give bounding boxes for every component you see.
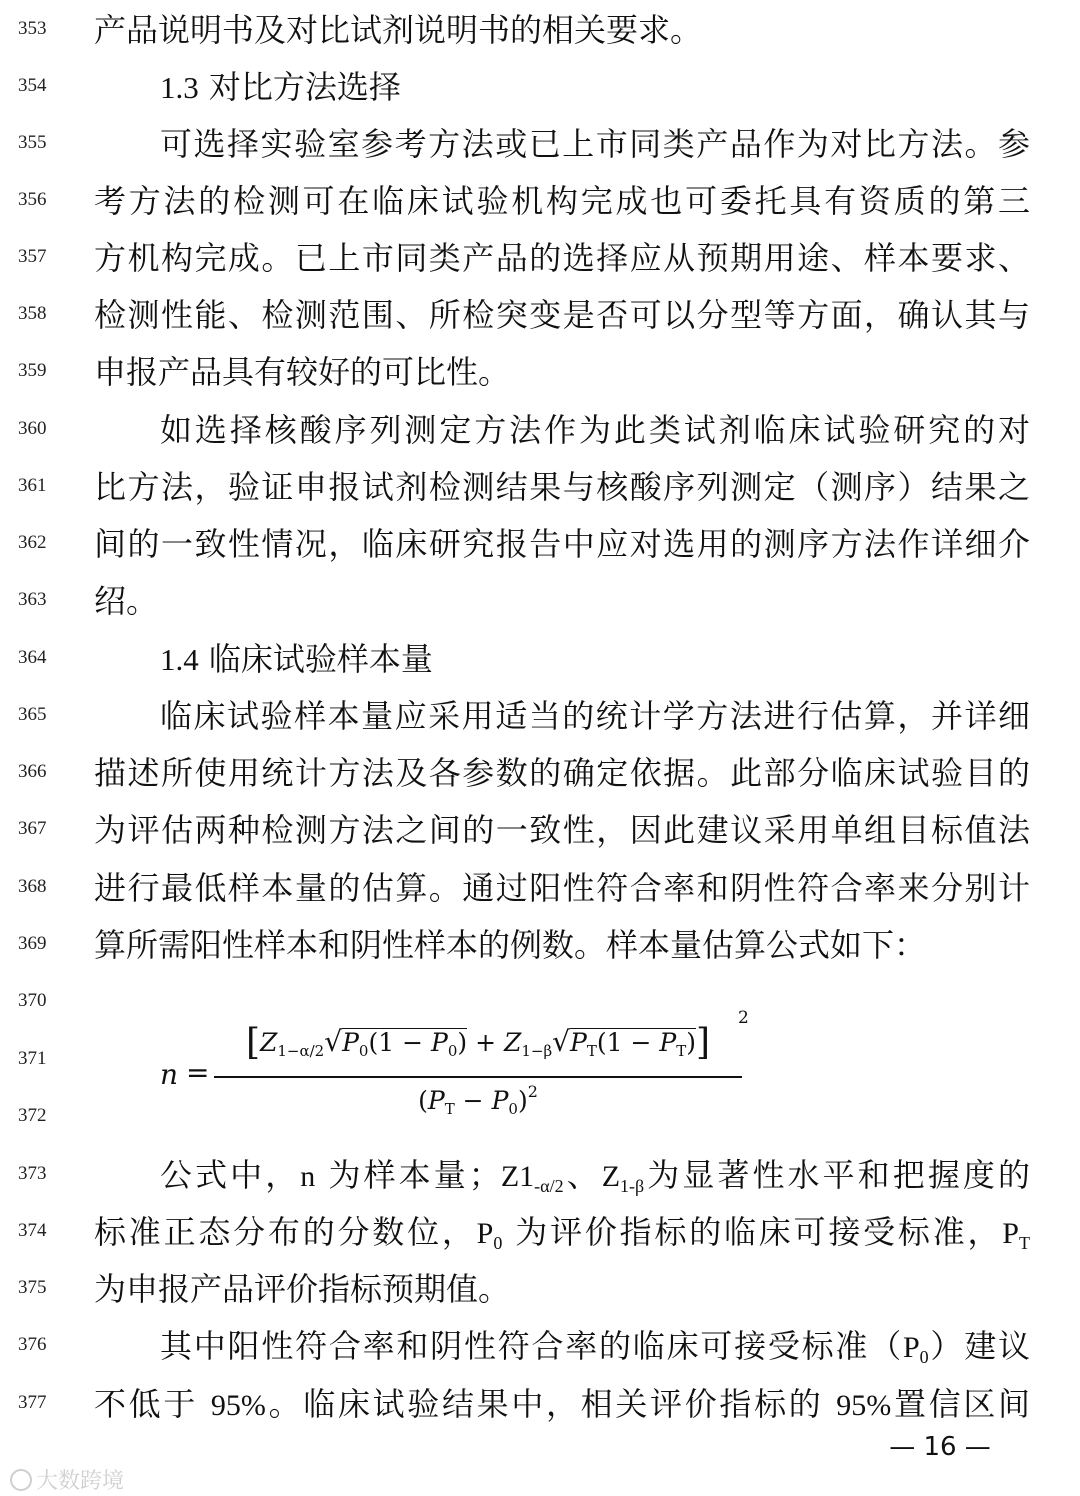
- symbol-pt-subscript: T: [1018, 1233, 1030, 1253]
- formula-pt-sub: T: [586, 1042, 597, 1060]
- line-number: 360: [18, 418, 47, 439]
- symbol-p0-subscript: 0: [493, 1233, 503, 1253]
- text-fragment: ）建议: [928, 1327, 1030, 1365]
- line-355: [0, 118, 1080, 175]
- formula-minus: −: [402, 1028, 424, 1057]
- formula-minus: −: [462, 1086, 484, 1115]
- line-361: [0, 461, 1080, 518]
- line-number: 374: [18, 1220, 47, 1241]
- line-text: [160, 1151, 1030, 1210]
- formula-sqrt-2: $P_T(1 - P_T)$: [570, 1028, 696, 1065]
- text-fragment: 。临床试验结果中，相关评价指标的: [265, 1385, 824, 1423]
- line-text: 算所需阳性样本和阴性样本的例数。样本量估算公式如下：: [94, 926, 927, 964]
- formula-z2-sub: 1−β: [521, 1042, 553, 1060]
- formula-denominator: $(P_T - P_0)^2$: [418, 1082, 538, 1118]
- formula-minus: −: [630, 1028, 652, 1057]
- formula-right-bracket: ]: [695, 1022, 711, 1063]
- percent-value: 95%: [836, 1389, 892, 1422]
- symbol-z1: Z1: [500, 1160, 535, 1193]
- formula-numerator-exponent: 2: [738, 1008, 749, 1028]
- symbol-pt: P: [1002, 1217, 1019, 1250]
- line-number: 357: [18, 246, 47, 267]
- formula-plus: +: [475, 1028, 497, 1057]
- line-number: 361: [18, 475, 47, 496]
- line-text: [94, 1380, 1030, 1430]
- line-356: [0, 175, 1080, 232]
- line-text: 检测性能、检测范围、所检突变是否可以分型等方面，确认其与: [94, 296, 1030, 334]
- line-text: 临床试验样本量应采用适当的统计学方法进行估算，并详细: [160, 697, 1030, 735]
- sqrt-icon: √: [552, 1025, 570, 1058]
- text-fragment: 标准正态分布的分数位，: [94, 1213, 477, 1251]
- section-heading-title: 临床试验样本量: [208, 640, 433, 678]
- text-fragment: 公式中，: [160, 1156, 301, 1194]
- line-text: 考方法的检测可在临床试验机构完成也可委托具有资质的第三: [94, 182, 1030, 220]
- line-text: 进行最低样本量的估算。通过阳性符合率和阴性符合率来分别计: [94, 869, 1030, 907]
- formula-z1-sub: 1−α/2: [277, 1042, 325, 1060]
- line-text: 为申报产品评价指标预期值。: [94, 1270, 511, 1308]
- line-number: 368: [18, 876, 47, 897]
- section-heading-1-4: [160, 635, 1030, 684]
- line-362: [0, 518, 1080, 575]
- line-text: 如选择核酸序列测定方法作为此类试剂临床试验研究的对: [160, 411, 1030, 449]
- formula-p0-sub: 0: [358, 1042, 369, 1060]
- formula-equals: =: [186, 1056, 210, 1089]
- formula-denominator-exponent: 2: [527, 1082, 538, 1101]
- line-number: 362: [18, 532, 47, 553]
- percent-value: 95%: [210, 1389, 266, 1422]
- line-number: 372: [18, 1105, 47, 1126]
- section-heading-number: 1.4: [160, 642, 199, 677]
- line-358: [0, 289, 1080, 346]
- line-374: [0, 1206, 1080, 1263]
- line-368: [0, 862, 1080, 919]
- line-number: 358: [18, 303, 47, 324]
- text-fragment: 不低于: [94, 1385, 199, 1423]
- line-367: [0, 804, 1080, 861]
- line-353: [0, 4, 1080, 61]
- line-359: [0, 346, 1080, 403]
- line-number: 359: [18, 360, 47, 381]
- formula-pt-sub: T: [444, 1100, 455, 1118]
- line-number: 366: [18, 761, 47, 782]
- symbol-z1-subscript: -α/2: [534, 1176, 564, 1196]
- text-fragment: 、: [563, 1156, 602, 1194]
- line-373: [0, 1149, 1080, 1206]
- line-number: 353: [18, 18, 47, 39]
- formula-sqrt-1: $P_0(1 - P_0)$: [342, 1028, 467, 1065]
- formula-numerator: [214, 1022, 742, 1065]
- formula-pt-sub: T: [676, 1042, 687, 1060]
- line-text: 绍。: [94, 582, 159, 620]
- line-number: 356: [18, 189, 47, 210]
- line-text: 间的一致性情况，临床研究报告中应对选用的测序方法作详细介: [94, 525, 1030, 563]
- symbol-z2-subscript: 1-β: [620, 1176, 645, 1196]
- text-fragment: 为样本量；: [328, 1156, 501, 1194]
- formula-pt: P: [659, 1028, 677, 1057]
- formula-p0: P: [430, 1028, 448, 1057]
- line-365: [0, 690, 1080, 747]
- watermark-text: 大数跨境: [36, 1469, 125, 1494]
- line-number: 370: [18, 990, 47, 1011]
- section-heading-title: 对比方法选择: [208, 68, 401, 106]
- line-number: 376: [18, 1334, 47, 1355]
- line-number: 365: [18, 704, 47, 725]
- sqrt-icon: √: [324, 1025, 343, 1058]
- watermark-logo-icon: [10, 1469, 32, 1491]
- line-357: [0, 232, 1080, 289]
- formula-p0-sub: 0: [508, 1100, 518, 1118]
- line-number: 363: [18, 589, 47, 610]
- text-fragment: 为评价指标的临床可接受标准，: [515, 1213, 1003, 1251]
- line-text: [160, 1322, 1030, 1381]
- line-text: 申报产品具有较好的可比性。: [94, 353, 511, 391]
- line-number: 369: [18, 933, 47, 954]
- line-text: 为评估两种检测方法之间的一致性，因此建议采用单组目标值法: [94, 811, 1030, 849]
- formula-p0: P: [491, 1086, 509, 1115]
- watermark: [10, 1464, 124, 1495]
- line-364: [0, 633, 1080, 690]
- text-fragment: 为显著性水平和把握度的: [644, 1156, 1030, 1194]
- formula-z2: Z: [503, 1028, 522, 1057]
- formula-p0-sub: 0: [447, 1042, 458, 1060]
- line-number: 354: [18, 75, 47, 96]
- formula-z1: Z: [260, 1028, 278, 1057]
- symbol-p0: P: [476, 1217, 494, 1250]
- page-number: — 16 —: [889, 1432, 991, 1462]
- line-366: [0, 747, 1080, 804]
- line-text: [94, 1208, 1030, 1267]
- line-377: [0, 1378, 1080, 1435]
- line-text: 比方法，验证申报试剂检测结果与核酸序列测定（测序）结果之: [94, 468, 1030, 506]
- formula-pt: P: [427, 1086, 445, 1115]
- formula-one: 1: [606, 1028, 623, 1057]
- text-fragment: 置信区间: [891, 1385, 1030, 1423]
- line-376: [0, 1320, 1080, 1377]
- formula-lhs: n: [160, 1058, 179, 1091]
- line-text: 方机构完成。已上市同类产品的选择应从预期用途、样本要求、: [94, 239, 1030, 277]
- line-360: [0, 404, 1080, 461]
- line-number: 373: [18, 1163, 47, 1184]
- line-number: 371: [18, 1048, 47, 1069]
- symbol-z2: Z: [601, 1160, 621, 1193]
- symbol-n: n: [300, 1160, 316, 1193]
- sample-size-formula: [150, 1000, 790, 1118]
- section-heading-number: 1.3: [160, 70, 199, 105]
- line-number: 367: [18, 818, 47, 839]
- line-369: [0, 919, 1080, 976]
- line-375: [0, 1263, 1080, 1320]
- line-354: [0, 61, 1080, 118]
- formula-fraction-bar: [214, 1076, 742, 1078]
- line-number: 364: [18, 647, 47, 668]
- line-363: [0, 575, 1080, 632]
- text-fragment: 其中阳性符合率和阴性符合率的临床可接受标准（: [160, 1327, 903, 1365]
- line-number: 377: [18, 1392, 47, 1413]
- line-number: 355: [18, 132, 47, 153]
- formula-one: 1: [378, 1028, 395, 1057]
- line-text: 描述所使用统计方法及各参数的确定依据。此部分临床试验目的: [94, 754, 1030, 792]
- formula-pt: P: [570, 1028, 587, 1057]
- formula-left-bracket: [: [245, 1022, 261, 1063]
- formula-p0: P: [342, 1028, 359, 1057]
- symbol-p0-subscript: 0: [919, 1347, 929, 1367]
- line-text: 产品说明书及对比试剂说明书的相关要求。: [94, 11, 703, 49]
- symbol-p0: P: [902, 1331, 920, 1364]
- section-heading-1-3: [160, 63, 1030, 112]
- line-number: 375: [18, 1277, 47, 1298]
- line-text: 可选择实验室参考方法或已上市同类产品作为对比方法。参: [160, 125, 1030, 163]
